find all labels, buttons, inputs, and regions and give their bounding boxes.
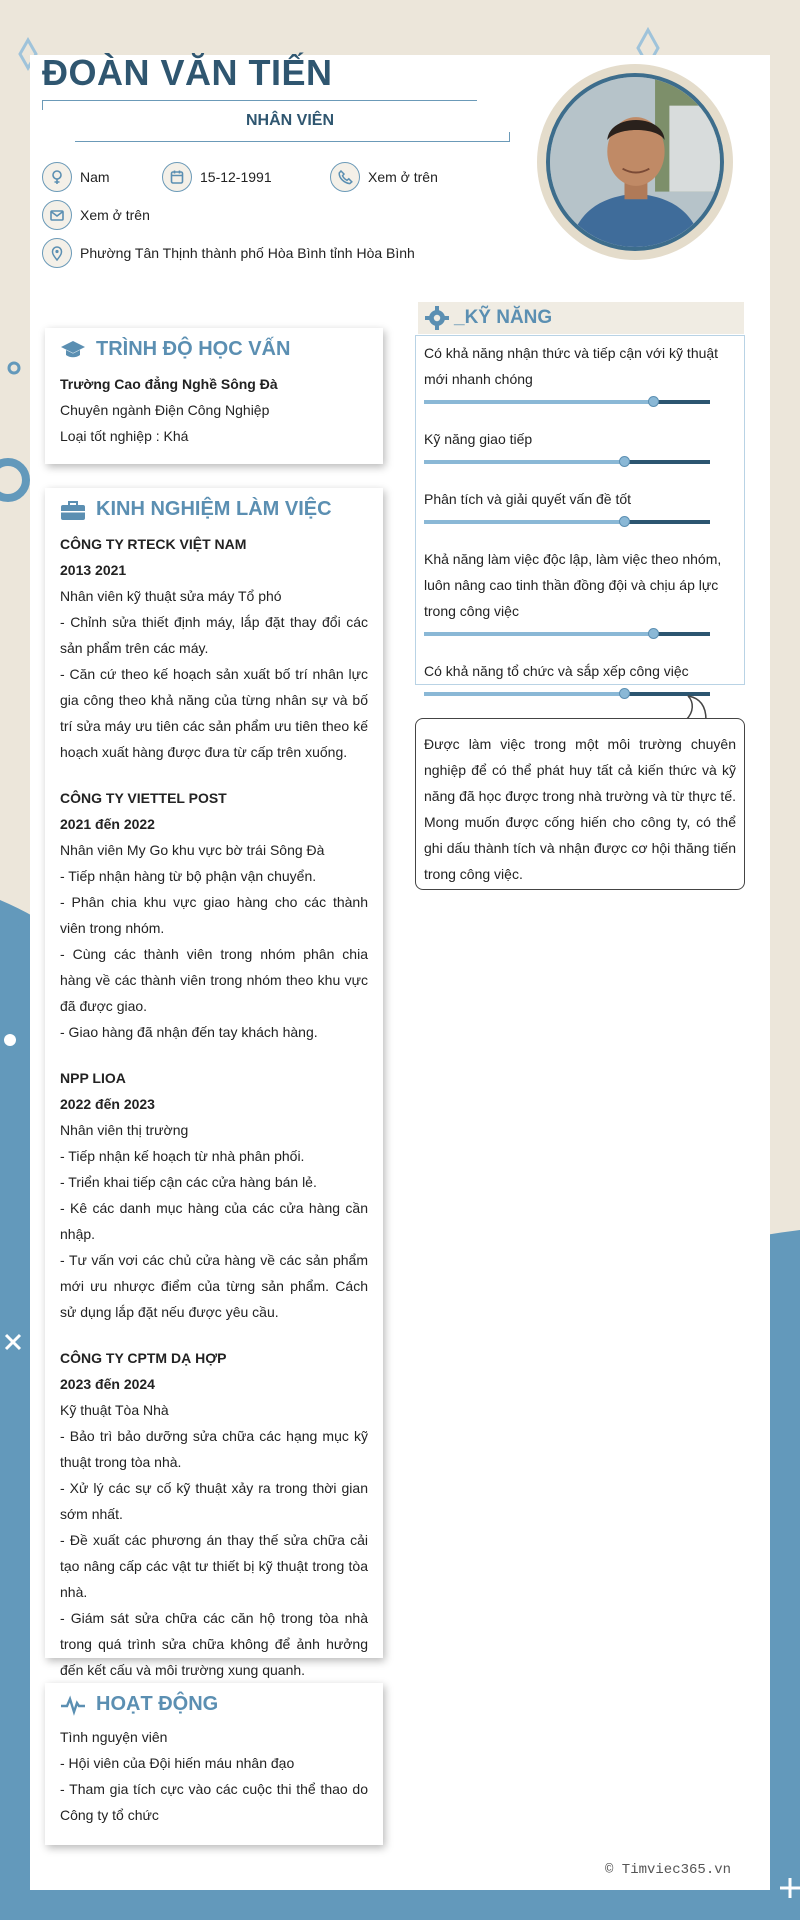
skill-level-bar [424,460,710,464]
skill-item [424,340,736,404]
job-detail: - Tiếp nhận hàng từ bộ phận vận chuyển. [60,868,317,884]
job-detail: - Kê các danh mục hàng của các cửa hàng cần nhập. [60,1200,368,1242]
envelope-icon [42,200,72,230]
profile-photo [546,73,724,251]
education-major: Chuyên ngành Điện Công Nghiệp [60,402,270,418]
job-company: CÔNG TY VIETTEL POST [60,790,227,806]
skill-label: Kỹ năng giao tiếp [424,431,533,447]
job-role: Nhân viên kỹ thuật sửa máy Tổ phó [60,588,282,604]
job-detail: - Giao hàng đã nhận đến tay khách hàng. [60,1024,318,1040]
education-heading [60,338,368,361]
skill-level-fill [424,520,624,524]
job-entry [60,785,368,1045]
skill-item [424,486,736,524]
skills-list [415,335,745,685]
skill-item [424,426,736,464]
experience-section [45,488,383,1678]
job-role: Kỹ thuật Tòa Nhà [60,1402,169,1418]
skill-level-bar [424,400,710,404]
activity-item: - Tham gia tích cực vào các cuộc thi thể thao do Công ty tổ chức [60,1781,368,1823]
job-period: 2023 đến 2024 [60,1376,155,1392]
job-detail: - Chỉnh sửa thiết định máy, lắp đặt thay đổi các sản phẩm trên các máy. [60,614,368,656]
education-school: Trường Cao đẳng Nghề Sông Đà [60,376,278,392]
skill-level-bar [424,520,710,524]
job-list [60,531,368,1683]
job-entry [60,1345,368,1683]
skill-level-knob [648,628,659,639]
candidate-position: NHÂN VIÊN [245,112,334,129]
activities-title: HOẠT ĐỘNG [96,1693,219,1715]
skill-level-fill [424,692,624,696]
job-period: 2021 đến 2022 [60,816,155,832]
briefcase-icon [60,499,86,521]
skill-level-fill [424,400,653,404]
experience-heading [60,498,368,521]
skill-level-fill [424,460,624,464]
gender-value: Nam [80,169,110,185]
job-detail: - Đề xuất các phương án thay thế sửa chữa cải tạo nâng cấp các vật tư thiết bị kỹ thuật trong tòa nhà. [60,1532,368,1600]
job-entry [60,1065,368,1325]
education-section [45,328,383,464]
skill-label: Có khả năng nhận thức và tiếp cận với kỹ thuật mới nhanh chóng [424,345,719,387]
skills-title: _KỸ NĂNG [454,307,553,328]
skill-label: Phân tích và giải quyết vấn đề tốt [424,491,632,507]
address-value: Phường Tân Thịnh thành phố Hòa Bình tỉnh Hòa Bình [80,245,415,261]
job-detail: - Tiếp nhận kế hoạch từ nhà phân phối. [60,1148,305,1164]
pulse-icon [60,1694,86,1716]
person-portrait-icon [550,77,720,247]
job-detail: - Triển khai tiếp cận các cửa hàng bán lẻ. [60,1174,317,1190]
skill-level-bar [424,692,710,696]
experience-title: KINH NGHIỆM LÀM VIỆC [96,498,332,520]
info-email [42,200,150,230]
skill-label: Khả năng làm việc độc lập, làm việc theo nhóm, luôn nâng cao tinh thần đồng đội và chịu áp lực trong công việc [424,551,722,619]
job-entry [60,531,368,765]
job-company: CÔNG TY CPTM DẠ HỢP [60,1350,227,1366]
job-company: CÔNG TY RTECK VIỆT NAM [60,536,247,552]
job-detail: - Xử lý các sự cố kỹ thuật xảy ra trong thời gian sớm nhất. [60,1480,368,1522]
job-period: 2013 2021 [60,562,127,578]
activity-item: Tình nguyện viên [60,1729,168,1745]
activity-item: - Hội viên của Đội hiến máu nhân đạo [60,1755,295,1771]
education-title: TRÌNH ĐỘ HỌC VẤN [96,338,291,360]
skill-item [424,658,736,696]
watermark: © Timviec365.vn [605,1862,732,1878]
job-detail: - Phân chia khu vực giao hàng cho các thành viên trong nhóm. [60,894,368,936]
info-birthday [162,162,272,192]
job-period: 2022 đến 2023 [60,1096,155,1112]
email-value: Xem ở trên [80,207,150,223]
graduation-cap-icon [60,339,86,361]
job-detail: - Căn cứ theo kế hoạch sản xuất bố trí nhân lực gia công theo khả năng của từng nhân sự và bố trí sửa máy ưu tiên các sản phẩm ưu tiên theo kế hoạch xuất hàng được đưa từ cấp trên xuống. [60,666,368,760]
skill-level-knob [619,456,630,467]
activities-section [45,1683,383,1845]
skill-item [424,546,736,636]
header-rule-bottom [75,132,510,142]
skill-level-bar [424,632,710,636]
location-pin-icon [42,238,72,268]
skill-level-fill [424,632,653,636]
job-detail: - Bảo trì bảo dưỡng sửa chữa các hạng mục kỹ thuật trong tòa nhà. [60,1428,368,1470]
info-address [42,238,415,268]
info-phone [330,162,438,192]
gear-icon [424,305,450,331]
education-grade: Loại tốt nghiệp : Khá [60,428,189,444]
activities-heading [60,1693,368,1716]
job-detail: - Cùng các thành viên trong nhóm phân chia hàng về các thành viên trong nhóm theo khu vực đã được giao. [60,946,368,1014]
birthday-value: 15-12-1991 [200,169,272,185]
job-company: NPP LIOA [60,1070,126,1086]
job-detail: - Tư vấn vơi các chủ cửa hàng về các sản phẩm mới ưu nhược điểm của từng sản phẩm. Cách sử dụng lắp đặt nếu được yêu cầu. [60,1252,368,1320]
job-role: Nhân viên My Go khu vực bờ trái Sông Đà [60,842,325,858]
candidate-name: ĐOÀN VĂN TIẾN [42,52,333,93]
calendar-icon [162,162,192,192]
gender-icon [42,162,72,192]
skills-heading [418,302,744,334]
job-role: Nhân viên thị trường [60,1122,189,1138]
phone-value: Xem ở trên [368,169,438,185]
objective-text: Được làm việc trong một môi trường chuyên nghiệp để có thể phát huy tất cả kiến thức và kỹ năng đã học được trong nhà trường và từ thực tế. Mong muốn được cống hiến cho công ty, có thể ghi dấu thành tích và nhận được cơ hội thăng tiến trong công việc. [424,736,736,882]
header-rule-top [42,100,477,110]
skill-level-knob [619,516,630,527]
job-detail: - Giám sát sửa chữa các căn hộ trong tòa nhà trong quá trình sửa chữa không để ảnh hưởng đến kết cấu và môi trường xung quanh. [60,1610,368,1678]
info-gender [42,162,110,192]
skill-label: Có khả năng tổ chức và sắp xếp công việc [424,663,689,679]
phone-icon [330,162,360,192]
skill-level-knob [648,396,659,407]
career-objective [415,718,745,890]
